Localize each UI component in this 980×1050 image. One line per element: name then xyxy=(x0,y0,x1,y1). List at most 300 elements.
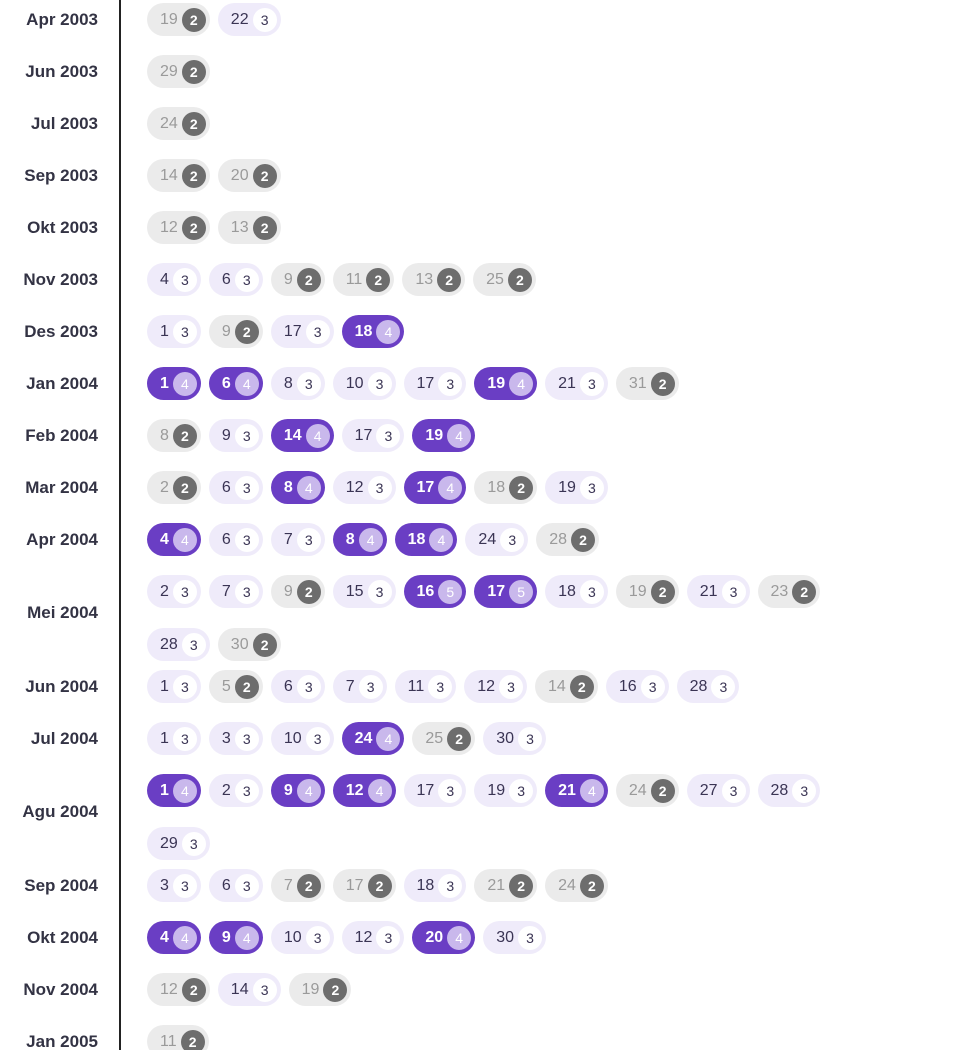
count-badge: 4 xyxy=(173,372,197,396)
month-label: Feb 2004 xyxy=(25,425,98,445)
count-badge: 3 xyxy=(306,320,330,344)
count-badge: 4 xyxy=(173,528,197,552)
day-number: 15 xyxy=(345,582,364,600)
day-chip[interactable] xyxy=(616,367,679,400)
day-number: 30 xyxy=(496,729,514,747)
day-number: 19 xyxy=(487,374,506,392)
day-number: 6 xyxy=(221,876,231,894)
count-badge: 3 xyxy=(722,779,746,803)
day-chip[interactable] xyxy=(404,774,467,807)
day-chip[interactable] xyxy=(474,367,537,400)
day-chip[interactable] xyxy=(147,55,210,88)
count-badge: 3 xyxy=(518,727,542,751)
day-number: 17 xyxy=(416,781,435,799)
day-chip[interactable] xyxy=(209,471,263,504)
count-badge: 2 xyxy=(792,580,816,604)
day-chip[interactable] xyxy=(342,722,405,755)
month-row xyxy=(0,575,980,651)
day-number: 29 xyxy=(160,62,178,80)
day-chip-list xyxy=(147,523,980,556)
day-chip[interactable] xyxy=(464,670,527,703)
day-chip[interactable] xyxy=(218,628,281,661)
month-label: Okt 2003 xyxy=(27,217,98,237)
day-number: 11 xyxy=(345,270,363,288)
month-row xyxy=(0,1025,980,1050)
day-chip[interactable] xyxy=(473,263,536,296)
count-badge: 4 xyxy=(173,779,197,803)
day-chip[interactable] xyxy=(545,575,608,608)
day-number: 10 xyxy=(283,729,302,747)
day-number: 2 xyxy=(160,478,169,496)
month-label: Sep 2004 xyxy=(24,875,98,895)
count-badge: 3 xyxy=(235,476,259,500)
count-badge: 3 xyxy=(509,779,533,803)
day-chip-list xyxy=(147,3,980,36)
day-number: 4 xyxy=(160,270,169,288)
day-number: 2 xyxy=(221,781,231,799)
day-number: 7 xyxy=(283,876,293,894)
day-chip[interactable] xyxy=(342,419,405,452)
day-number: 12 xyxy=(160,218,178,236)
day-number: 12 xyxy=(160,980,178,998)
count-badge: 2 xyxy=(509,476,533,500)
count-badge: 3 xyxy=(235,779,259,803)
count-badge: 2 xyxy=(323,978,347,1002)
day-number: 6 xyxy=(221,270,231,288)
count-badge: 2 xyxy=(570,675,594,699)
day-chip[interactable] xyxy=(758,774,821,807)
day-number: 30 xyxy=(230,635,249,653)
month-label: Jan 2005 xyxy=(26,1031,98,1050)
count-badge: 4 xyxy=(447,926,471,950)
day-number: 3 xyxy=(221,729,231,747)
day-number: 22 xyxy=(230,10,249,28)
day-chip[interactable] xyxy=(218,159,281,192)
day-chip[interactable] xyxy=(758,575,821,608)
day-chip[interactable] xyxy=(474,774,537,807)
day-chip[interactable] xyxy=(395,670,457,703)
day-chip[interactable] xyxy=(209,263,263,296)
day-chip[interactable] xyxy=(218,211,281,244)
day-chip[interactable] xyxy=(209,722,263,755)
count-badge: 3 xyxy=(182,832,206,856)
count-badge: 3 xyxy=(438,874,462,898)
day-number: 12 xyxy=(477,677,496,695)
day-chip[interactable] xyxy=(147,670,201,703)
day-chip[interactable] xyxy=(289,973,352,1006)
count-badge: 3 xyxy=(428,675,452,699)
month-label: Apr 2004 xyxy=(26,529,98,549)
count-badge: 3 xyxy=(368,580,392,604)
day-number: 13 xyxy=(230,218,249,236)
day-number: 28 xyxy=(770,781,789,799)
day-chip-list xyxy=(147,55,980,88)
day-chip[interactable] xyxy=(606,670,669,703)
day-chip[interactable] xyxy=(333,869,396,902)
day-chip-list xyxy=(147,211,980,244)
count-badge: 2 xyxy=(182,60,206,84)
day-chip[interactable] xyxy=(209,523,263,556)
day-number: 21 xyxy=(558,781,576,799)
count-badge: 3 xyxy=(235,580,259,604)
day-chip[interactable] xyxy=(147,3,210,36)
day-number: 10 xyxy=(283,928,302,946)
month-label: Agu 2004 xyxy=(22,802,98,821)
day-chip[interactable] xyxy=(333,523,387,556)
count-badge: 2 xyxy=(368,874,392,898)
day-chip-list xyxy=(147,575,980,661)
count-badge: 2 xyxy=(182,216,206,240)
count-badge: 3 xyxy=(359,675,383,699)
count-badge: 2 xyxy=(509,874,533,898)
count-badge: 3 xyxy=(173,727,197,751)
day-chip[interactable] xyxy=(545,869,608,902)
month-row xyxy=(0,722,980,755)
day-chip[interactable] xyxy=(147,628,210,661)
count-badge: 3 xyxy=(235,424,259,448)
month-row xyxy=(0,419,980,452)
day-number: 17 xyxy=(354,426,373,444)
day-chip[interactable] xyxy=(535,670,598,703)
day-chip[interactable] xyxy=(209,419,263,452)
day-chip[interactable] xyxy=(412,419,475,452)
day-chip[interactable] xyxy=(404,575,467,608)
count-badge: 3 xyxy=(368,372,392,396)
day-chip[interactable] xyxy=(687,774,750,807)
month-row xyxy=(0,973,980,1006)
month-label: Jan 2004 xyxy=(26,373,98,393)
month-label: Sep 2003 xyxy=(24,165,98,185)
day-number: 7 xyxy=(221,582,231,600)
day-chip[interactable] xyxy=(412,722,475,755)
month-label: Nov 2004 xyxy=(23,979,98,999)
day-number: 17 xyxy=(487,582,506,600)
count-badge: 2 xyxy=(580,874,604,898)
day-chip-list xyxy=(147,670,980,703)
count-badge: 4 xyxy=(173,926,197,950)
day-chip[interactable] xyxy=(333,471,396,504)
day-chip[interactable] xyxy=(271,523,325,556)
count-badge: 3 xyxy=(722,580,746,604)
day-chip[interactable] xyxy=(474,471,537,504)
count-badge: 3 xyxy=(235,874,259,898)
day-chip[interactable] xyxy=(271,263,325,296)
day-chip[interactable] xyxy=(271,471,325,504)
month-row xyxy=(0,55,980,88)
day-chip[interactable] xyxy=(342,921,405,954)
month-label: Jun 2004 xyxy=(25,676,98,696)
day-number: 5 xyxy=(221,677,231,695)
day-number: 1 xyxy=(160,729,169,747)
count-badge: 3 xyxy=(641,675,665,699)
day-number: 18 xyxy=(416,876,435,894)
count-badge: 2 xyxy=(182,8,206,32)
count-badge: 2 xyxy=(253,633,277,657)
month-row xyxy=(0,471,980,504)
day-chip[interactable] xyxy=(147,159,210,192)
day-number: 19 xyxy=(425,426,444,444)
day-chip[interactable] xyxy=(147,722,201,755)
count-badge: 2 xyxy=(297,268,321,292)
day-number: 9 xyxy=(221,426,231,444)
day-number: 1 xyxy=(160,322,169,340)
day-chip[interactable] xyxy=(147,869,201,902)
month-label: Jun 2003 xyxy=(25,61,98,81)
count-badge: 2 xyxy=(182,112,206,136)
day-chip[interactable] xyxy=(147,1025,209,1050)
day-chip[interactable] xyxy=(147,315,201,348)
day-chip[interactable] xyxy=(404,367,467,400)
day-number: 21 xyxy=(699,582,718,600)
day-number: 14 xyxy=(283,426,302,444)
day-number: 24 xyxy=(354,729,373,747)
day-chip[interactable] xyxy=(147,367,201,400)
count-badge: 4 xyxy=(580,779,604,803)
count-badge: 2 xyxy=(651,580,675,604)
day-number: 9 xyxy=(283,582,293,600)
count-badge: 3 xyxy=(306,926,330,950)
count-badge: 3 xyxy=(235,528,259,552)
day-chip[interactable] xyxy=(333,670,387,703)
day-number: 18 xyxy=(354,322,373,340)
day-number: 3 xyxy=(160,876,169,894)
count-badge: 3 xyxy=(297,528,321,552)
count-badge: 3 xyxy=(792,779,816,803)
month-label: Okt 2004 xyxy=(27,927,98,947)
count-badge: 2 xyxy=(571,528,595,552)
day-number: 4 xyxy=(160,928,169,946)
day-number: 1 xyxy=(160,374,169,392)
day-number: 20 xyxy=(230,166,249,184)
count-badge: 4 xyxy=(376,320,400,344)
day-number: 16 xyxy=(618,677,637,695)
day-chip[interactable] xyxy=(209,315,263,348)
count-badge: 2 xyxy=(447,727,471,751)
day-chip[interactable] xyxy=(395,523,458,556)
day-number: 9 xyxy=(221,928,231,946)
month-label: Des 2003 xyxy=(24,321,98,341)
day-chip[interactable] xyxy=(218,973,281,1006)
day-number: 8 xyxy=(283,478,293,496)
count-badge: 3 xyxy=(438,372,462,396)
day-chip-list xyxy=(147,471,980,504)
day-chip-list xyxy=(147,722,980,755)
day-chip[interactable] xyxy=(465,523,528,556)
day-number: 24 xyxy=(160,114,178,132)
count-badge: 2 xyxy=(235,320,259,344)
count-badge: 2 xyxy=(651,779,675,803)
count-badge: 3 xyxy=(297,675,321,699)
day-chip[interactable] xyxy=(402,263,465,296)
month-row xyxy=(0,367,980,400)
day-number: 19 xyxy=(628,582,647,600)
day-chip[interactable] xyxy=(333,367,396,400)
day-chip[interactable] xyxy=(271,419,334,452)
day-number: 14 xyxy=(548,677,566,695)
day-chip[interactable] xyxy=(687,575,750,608)
day-chip[interactable] xyxy=(483,921,546,954)
day-chip[interactable] xyxy=(333,263,395,296)
day-chip[interactable] xyxy=(616,774,679,807)
day-chip[interactable] xyxy=(545,471,608,504)
day-number: 4 xyxy=(160,530,169,548)
day-number: 23 xyxy=(770,582,789,600)
day-chip[interactable] xyxy=(147,921,201,954)
day-chip[interactable] xyxy=(404,471,467,504)
month-row xyxy=(0,107,980,140)
day-number: 16 xyxy=(416,582,435,600)
day-chip[interactable] xyxy=(209,869,263,902)
day-chip[interactable] xyxy=(209,367,263,400)
day-chip[interactable] xyxy=(271,774,325,807)
count-badge: 3 xyxy=(173,580,197,604)
day-number: 18 xyxy=(558,582,576,600)
day-number: 1 xyxy=(160,677,169,695)
day-chip[interactable] xyxy=(147,575,201,608)
day-chip[interactable] xyxy=(147,973,210,1006)
day-chip[interactable] xyxy=(209,774,263,807)
day-number: 9 xyxy=(283,270,293,288)
day-chip[interactable] xyxy=(147,774,201,807)
day-chip-list xyxy=(147,973,980,1006)
day-chip[interactable] xyxy=(271,869,325,902)
day-chip[interactable] xyxy=(271,670,325,703)
day-chip[interactable] xyxy=(147,107,210,140)
day-number: 30 xyxy=(496,928,514,946)
day-chip[interactable] xyxy=(474,575,537,608)
count-badge: 2 xyxy=(253,164,277,188)
day-chip[interactable] xyxy=(147,263,201,296)
count-badge: 3 xyxy=(173,320,197,344)
month-label: Mei 2004 xyxy=(27,603,98,622)
count-badge: 4 xyxy=(447,424,471,448)
day-chip[interactable] xyxy=(209,670,263,703)
day-number: 21 xyxy=(487,876,506,894)
day-number: 17 xyxy=(345,876,364,894)
day-number: 9 xyxy=(221,322,231,340)
day-chip[interactable] xyxy=(147,419,201,452)
count-badge: 3 xyxy=(376,926,400,950)
count-badge: 2 xyxy=(173,424,197,448)
month-row xyxy=(0,869,980,902)
day-number: 29 xyxy=(160,834,178,852)
count-badge: 2 xyxy=(366,268,390,292)
month-row xyxy=(0,921,980,954)
day-number: 7 xyxy=(283,530,293,548)
day-chip[interactable] xyxy=(412,921,475,954)
count-badge: 3 xyxy=(173,874,197,898)
day-number: 24 xyxy=(628,781,647,799)
day-number: 19 xyxy=(301,980,320,998)
count-badge: 2 xyxy=(182,978,206,1002)
day-chip[interactable] xyxy=(209,921,263,954)
month-row xyxy=(0,263,980,296)
day-chip[interactable] xyxy=(147,523,201,556)
count-badge: 2 xyxy=(651,372,675,396)
day-number: 7 xyxy=(345,677,355,695)
count-badge: 4 xyxy=(306,424,330,448)
day-chip[interactable] xyxy=(616,575,679,608)
count-badge: 2 xyxy=(297,580,321,604)
day-number: 24 xyxy=(478,530,497,548)
day-number: 21 xyxy=(558,374,576,392)
month-row xyxy=(0,3,980,36)
day-chip[interactable] xyxy=(271,315,334,348)
month-row xyxy=(0,774,980,850)
count-badge: 4 xyxy=(429,528,453,552)
day-chip[interactable] xyxy=(536,523,599,556)
day-number: 12 xyxy=(345,781,364,799)
count-badge: 3 xyxy=(580,580,604,604)
day-number: 12 xyxy=(354,928,373,946)
count-badge: 3 xyxy=(235,268,259,292)
day-chip[interactable] xyxy=(209,575,263,608)
day-chip-list xyxy=(147,315,980,348)
day-number: 14 xyxy=(230,980,249,998)
count-badge: 5 xyxy=(509,580,533,604)
day-number: 25 xyxy=(425,729,444,747)
count-badge: 2 xyxy=(437,268,461,292)
count-badge: 2 xyxy=(508,268,532,292)
day-chip[interactable] xyxy=(147,211,210,244)
day-number: 17 xyxy=(416,374,435,392)
count-badge: 4 xyxy=(297,476,321,500)
day-chip-list xyxy=(147,869,980,902)
day-number: 6 xyxy=(221,478,231,496)
month-row xyxy=(0,315,980,348)
day-number: 17 xyxy=(416,478,435,496)
day-chip[interactable] xyxy=(545,367,608,400)
month-label: Nov 2003 xyxy=(23,269,98,289)
day-chip[interactable] xyxy=(483,722,546,755)
day-number: 1 xyxy=(160,781,169,799)
day-chip[interactable] xyxy=(333,575,396,608)
count-badge: 4 xyxy=(438,476,462,500)
day-number: 8 xyxy=(160,426,169,444)
day-chip-list xyxy=(147,774,980,860)
day-chip[interactable] xyxy=(677,670,740,703)
count-badge: 2 xyxy=(253,216,277,240)
day-number: 28 xyxy=(549,530,568,548)
day-chip[interactable] xyxy=(404,869,467,902)
day-number: 18 xyxy=(487,478,506,496)
day-number: 20 xyxy=(425,928,444,946)
day-number: 28 xyxy=(160,635,178,653)
day-number: 17 xyxy=(283,322,302,340)
day-number: 24 xyxy=(558,876,576,894)
day-chip[interactable] xyxy=(333,774,396,807)
day-number: 19 xyxy=(558,478,576,496)
day-chip[interactable] xyxy=(147,827,210,860)
day-chip[interactable] xyxy=(545,774,608,807)
day-chip-list xyxy=(147,367,980,400)
day-chip[interactable] xyxy=(342,315,405,348)
day-chip[interactable] xyxy=(147,471,201,504)
count-badge: 3 xyxy=(235,727,259,751)
count-badge: 3 xyxy=(306,727,330,751)
day-number: 19 xyxy=(487,781,506,799)
count-badge: 5 xyxy=(438,580,462,604)
month-row xyxy=(0,211,980,244)
day-chip[interactable] xyxy=(271,575,325,608)
count-badge: 3 xyxy=(297,372,321,396)
day-chip[interactable] xyxy=(218,3,281,36)
day-chip[interactable] xyxy=(271,722,334,755)
day-chip[interactable] xyxy=(271,367,325,400)
day-chip[interactable] xyxy=(474,869,537,902)
day-number: 18 xyxy=(407,530,426,548)
day-chip[interactable] xyxy=(271,921,334,954)
